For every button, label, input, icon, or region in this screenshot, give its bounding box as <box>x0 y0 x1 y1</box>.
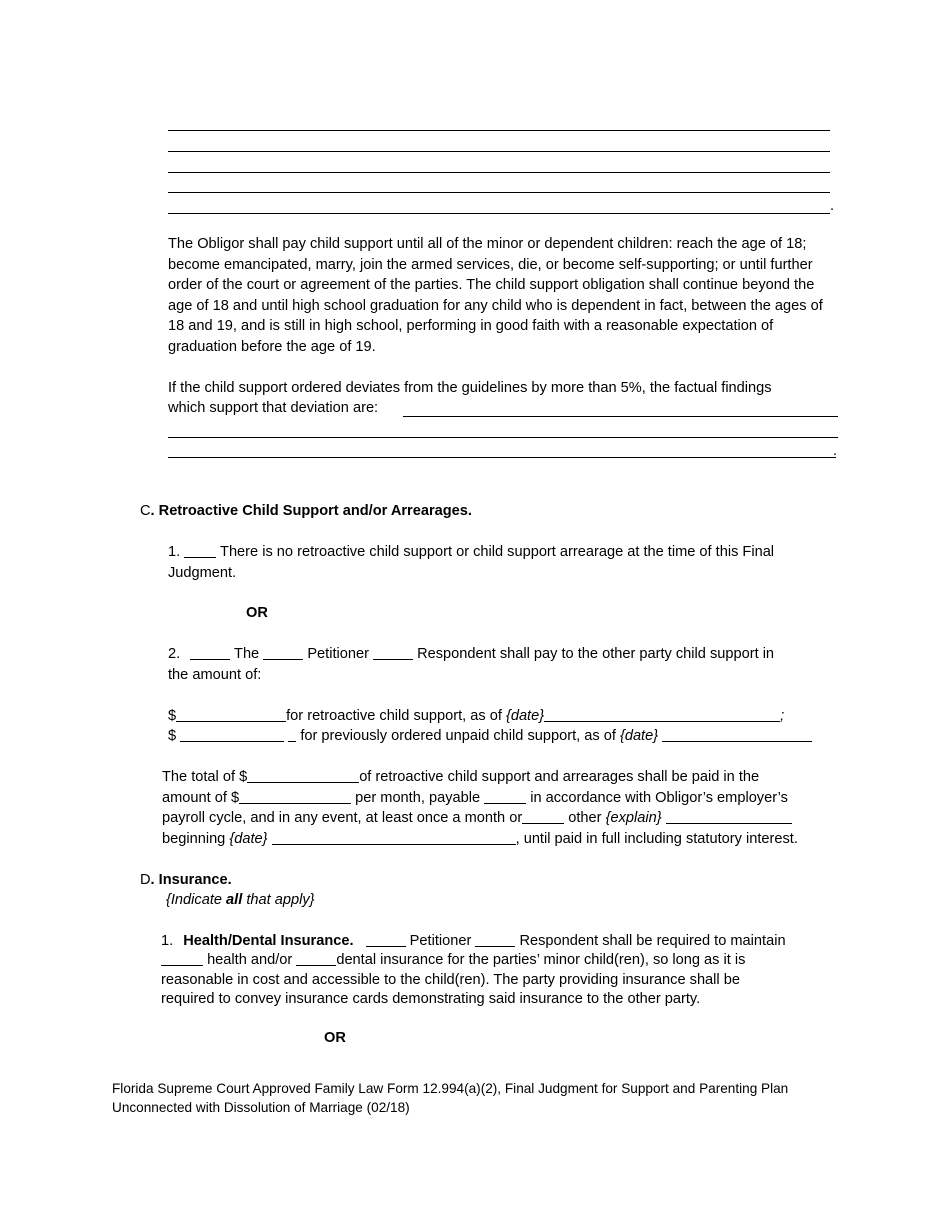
prev-date-blank[interactable] <box>662 727 812 742</box>
beginning-date-label: {date} <box>229 831 268 847</box>
per-month-label: per month, payable <box>355 790 481 806</box>
c-item1-line2: Judgment. <box>168 565 237 581</box>
total-amount-blank[interactable] <box>247 768 359 783</box>
prev-label: for previously ordered unpaid child support, as of <box>300 728 616 744</box>
deviation-label: which support that deviation are: <box>168 400 379 416</box>
retro-label: for retroactive child support, as of <box>286 708 502 724</box>
d-item1-petitioner: Petitioner <box>409 933 472 949</box>
retro-date-label: {date} <box>505 708 545 724</box>
d-item1-respondent: Respondent shall be required to maintain <box>519 933 786 949</box>
total-row <box>162 767 759 787</box>
payroll-row <box>162 808 792 828</box>
c-item2-line2: the amount of: <box>168 667 262 683</box>
d-item1-respondent-blank[interactable] <box>475 932 515 947</box>
c-item2-respondent-blank[interactable] <box>373 645 413 660</box>
c-item1-checkbox-blank[interactable] <box>184 543 216 558</box>
retro-row <box>168 706 784 726</box>
monthly-amount-blank[interactable] <box>239 789 351 804</box>
c-item2-number: 2. <box>168 646 181 662</box>
c-or: OR <box>246 605 268 621</box>
footer-line-2: Unconnected with Dissolution of Marriage (02/18) <box>112 1100 410 1115</box>
prev-dollar: $ <box>168 728 177 744</box>
blank-line-5[interactable] <box>168 213 830 214</box>
beginning-label: beginning <box>162 831 226 847</box>
section-c-title: . Retroactive Child Support and/or Arrearages. <box>150 503 472 519</box>
deviation-blank-2[interactable] <box>168 437 838 438</box>
indicate-a: {Indicate <box>166 892 227 908</box>
prev-amount-blank[interactable] <box>180 727 284 742</box>
retro-date-blank[interactable] <box>544 707 780 722</box>
d-item1-health: health and/or <box>207 952 293 968</box>
indicate-all: all <box>226 892 243 908</box>
deviation-period: . <box>833 443 838 459</box>
c-item2-petitioner: Petitioner <box>307 646 369 662</box>
payroll-text: payroll cycle, and in any event, at least once a month or <box>162 810 523 826</box>
total-label: The total of $ <box>162 769 248 785</box>
section-c-heading <box>140 501 472 521</box>
payroll-blank[interactable] <box>484 789 526 804</box>
retro-amount-blank[interactable] <box>176 707 286 722</box>
d-item1-line3: reasonable in cost and accessible to the child(ren). The party providing insurance shall be <box>161 972 740 988</box>
footer-line-1: Florida Supreme Court Approved Family Law Form 12.994(a)(2), Final Judgment for Support and Parenting Plan <box>112 1081 789 1096</box>
blank-line-3[interactable] <box>168 172 830 173</box>
indicate-note <box>166 890 315 910</box>
d-item1-line2 <box>161 950 745 970</box>
amount-row <box>162 788 788 808</box>
obligor-paragraph: The Obligor shall pay child support until all of the minor or dependent children: reach the age of 18; become emancipated, marry, join the armed services, die, or become self-supporting; or until further order of the court or agreement of the parties. The child support obligation shall continue beyond the age of 18 and until high school graduation for any child who is dependent in fact, between the ages of 18 and 19, and is still in high school, performing in good faith with a reasonable expectation of graduation before the age of 19. <box>168 236 823 355</box>
employer-text: in accordance with Obligor’s employer’s <box>530 790 788 806</box>
beginning-date-blank[interactable] <box>272 830 516 845</box>
retro-dollar: $ <box>168 708 177 724</box>
prev-amount-blank-2[interactable] <box>288 727 296 742</box>
deviation-line-1: If the child support ordered deviates from the guidelines by more than 5%, the factual findings <box>168 380 772 396</box>
d-item1-title: Health/Dental Insurance. <box>183 933 354 949</box>
c-item2-respondent: Respondent shall pay to the other party child support in <box>417 646 775 662</box>
amount-label: amount of $ <box>162 790 240 806</box>
d-item1-dental: dental insurance for the parties’ minor child(ren), so long as it is <box>336 952 746 968</box>
section-d-title: . Insurance. <box>150 872 232 888</box>
c-item2-petitioner-blank[interactable] <box>263 645 303 660</box>
deviation-blank-1[interactable] <box>403 416 838 417</box>
d-item1-line1 <box>161 931 786 951</box>
section-d-heading <box>140 870 232 890</box>
indicate-b: that apply} <box>242 892 315 908</box>
deviation-line-2 <box>168 398 378 418</box>
section-c-letter: C <box>140 503 151 519</box>
blank-line-4[interactable] <box>168 192 830 193</box>
section-d-letter: D <box>140 872 151 888</box>
top-lines-period: . <box>830 198 835 214</box>
blank-line-1[interactable] <box>168 130 830 131</box>
monthly-blank[interactable] <box>522 809 564 824</box>
until-text: , until paid in full including statutory interest. <box>515 831 798 847</box>
c-item2-the: The <box>234 646 260 662</box>
c-item1-number: 1. <box>168 544 181 560</box>
retro-semicolon: ; <box>780 708 785 724</box>
d-or: OR <box>324 1030 346 1046</box>
d-item1-petitioner-blank[interactable] <box>366 932 406 947</box>
explain-label: {explain} <box>605 810 662 826</box>
d-item1-health-blank[interactable] <box>161 951 203 966</box>
c-item2-the-blank[interactable] <box>190 645 230 660</box>
c-item2-line1 <box>168 644 774 664</box>
total-text: of retroactive child support and arrearages shall be paid in the <box>359 769 760 785</box>
blank-line-2[interactable] <box>168 151 830 152</box>
prev-row <box>168 726 812 746</box>
d-item1-line4: required to convey insurance cards demonstrating said insurance to the other party. <box>161 991 701 1007</box>
other-label: other <box>568 810 602 826</box>
d-item1-dental-blank[interactable] <box>296 951 336 966</box>
c-item1-text: There is no retroactive child support or child support arrearage at the time of this Final <box>220 544 775 560</box>
beginning-row <box>162 829 798 849</box>
d-item1-number: 1. <box>161 933 174 949</box>
c-item1-line1 <box>168 542 774 562</box>
explain-blank[interactable] <box>666 809 792 824</box>
deviation-blank-3[interactable] <box>168 457 836 458</box>
prev-date-label: {date} <box>619 728 659 744</box>
